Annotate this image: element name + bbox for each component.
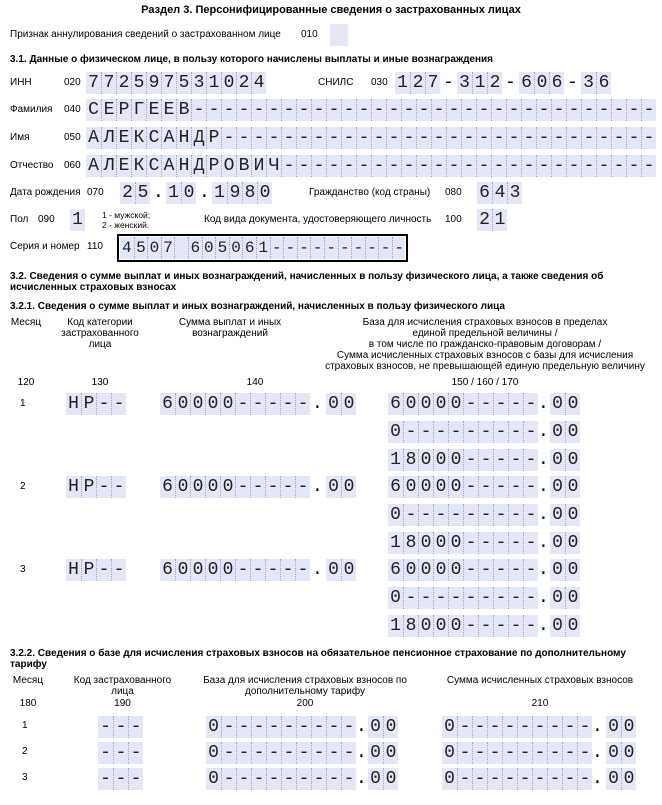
- row-month-2: 2: [20, 481, 26, 492]
- row-b2-dot-1: .: [538, 422, 549, 442]
- row-b3-dot-3: .: [538, 616, 549, 636]
- last-name-label: Фамилия: [10, 104, 53, 115]
- s321-col-130: 130: [91, 377, 109, 388]
- doc-type-code: 100: [445, 214, 462, 225]
- s322-row-month-2: 2: [22, 746, 28, 757]
- series-number-field[interactable]: 4 5 0 7 6 0 5 0 6 1 - - - - - - - - - -: [121, 239, 404, 257]
- row-b1-dot-3: .: [538, 560, 549, 580]
- snils-dash-3: -: [567, 73, 578, 93]
- row-b3-field-1[interactable]: 1 8 0 0 0 - - - - -: [388, 449, 538, 471]
- s322-row-code-field-1[interactable]: - - -: [98, 716, 143, 738]
- s322-row-code-field-3[interactable]: - - -: [98, 768, 143, 790]
- snils-dash-1: -: [443, 73, 454, 93]
- inn-code: 020: [64, 77, 81, 88]
- first-name-label: Имя: [10, 132, 30, 143]
- s322-row-base-field-3[interactable]: 0 - - - - - - - - -: [206, 768, 356, 790]
- s322-row-sum-dot-2: .: [592, 743, 603, 763]
- s321-h-month: Месяц: [10, 317, 42, 328]
- row-sum-field-1[interactable]: 6 0 0 0 0 - - - - -: [160, 393, 310, 415]
- cancel-field[interactable]: [330, 24, 348, 46]
- row-sum-kop-2[interactable]: 0 0: [326, 476, 356, 498]
- s322-row-base-kop-1[interactable]: 0 0: [368, 716, 398, 738]
- s32-title-1: 3.2. Сведения о сумме выплат и иных вознаграждений, начисленных в пользу физического лица, а также сведения об: [10, 271, 604, 282]
- citizenship-label: Гражданство (код страны): [309, 187, 431, 198]
- inn-label: ИНН: [10, 77, 32, 88]
- citizenship-code: 080: [445, 187, 462, 198]
- row-sum-dot-2: .: [312, 477, 323, 497]
- s321-h-sum-2: вознаграждений: [192, 328, 268, 339]
- snils-field-1[interactable]: 1 2 7: [395, 72, 440, 94]
- snils-field-4[interactable]: 3 6: [581, 72, 611, 94]
- s321-h-base-5: страховых взносов, не превышающей единую предельную величину: [325, 361, 645, 372]
- s322-h-month: Месяц: [12, 675, 44, 686]
- s322-row-base-dot-3: .: [356, 769, 367, 789]
- row-cat-field-2[interactable]: Н Р - -: [66, 476, 126, 498]
- row-month-1: 1: [20, 398, 26, 409]
- first-name-code: 050: [64, 132, 81, 143]
- s322-row-base-dot-2: .: [356, 743, 367, 763]
- inn-field[interactable]: 7 7 2 5 9 7 5 3 1 0 2 4: [86, 72, 266, 94]
- s322-h-base-1: База для исчисления страховых взносов по: [203, 675, 407, 686]
- cancel-code: 010: [301, 29, 318, 40]
- row-b3-kop-2[interactable]: 0 0: [550, 532, 580, 554]
- row-sum-field-3[interactable]: 6 0 0 0 0 - - - - -: [160, 559, 310, 581]
- row-b1-field-1[interactable]: 6 0 0 0 0 - - - - -: [388, 393, 538, 415]
- row-b1-kop-2[interactable]: 0 0: [550, 476, 580, 498]
- series-code: 110: [87, 241, 103, 252]
- row-b3-kop-1[interactable]: 0 0: [550, 449, 580, 471]
- s321-title: 3.2.1. Сведения о сумме выплат и иных вознаграждений, начисленных в пользу физического лица: [10, 301, 505, 312]
- snils-field-2[interactable]: 3 1 2: [457, 72, 502, 94]
- s322-col-210: 210: [531, 698, 549, 709]
- row-b2-field-3[interactable]: 0 - - - - - - - - -: [388, 587, 538, 609]
- s322-row-base-field-1[interactable]: 0 - - - - - - - - -: [206, 716, 356, 738]
- sex-label: Пол: [10, 214, 29, 225]
- row-b3-kop-3[interactable]: 0 0: [550, 615, 580, 637]
- row-b1-dot-2: .: [538, 477, 549, 497]
- row-b1-kop-1[interactable]: 0 0: [550, 393, 580, 415]
- s322-row-base-kop-3[interactable]: 0 0: [368, 768, 398, 790]
- row-sum-field-2[interactable]: 6 0 0 0 0 - - - - -: [160, 476, 310, 498]
- cancel-label: Признак аннулирования сведений о застрахованном лице: [10, 29, 281, 40]
- row-sum-dot-3: .: [312, 560, 323, 580]
- row-b2-kop-2[interactable]: 0 0: [550, 504, 580, 526]
- s322-row-sum-field-1[interactable]: 0 - - - - - - - - -: [442, 716, 592, 738]
- middle-name-code: 060: [64, 160, 81, 171]
- s321-col-120: 120: [17, 377, 35, 388]
- s322-row-sum-kop-2[interactable]: 0 0: [606, 742, 636, 764]
- doc-type-label: Код вида документа, удостоверяющего личность: [204, 214, 432, 225]
- row-b2-kop-1[interactable]: 0 0: [550, 421, 580, 443]
- s321-h-base-2: единой предельной величины /: [412, 328, 558, 339]
- row-b2-dot-3: .: [538, 588, 549, 608]
- row-b2-field-1[interactable]: 0 - - - - - - - - -: [388, 421, 538, 443]
- section-title: Раздел 3. Персонифицированные сведения о застрахованных лицах: [141, 4, 521, 16]
- s321-col-140: 140: [246, 377, 264, 388]
- dob-year-field[interactable]: 1 9 8 0: [212, 182, 272, 204]
- row-b1-dot-1: .: [538, 394, 549, 414]
- s322-h-code-1: Код застрахованного: [73, 675, 172, 686]
- s322-h-code-2: лица: [111, 686, 134, 697]
- row-b3-dot-2: .: [538, 533, 549, 553]
- row-cat-field-1[interactable]: Н Р - -: [66, 393, 126, 415]
- s321-h-cat-3: лица: [88, 339, 112, 350]
- sex-code: 090: [38, 214, 55, 225]
- sex-note-2: 2 - женский.: [102, 220, 150, 230]
- s32-title-2: исчисленных страховых взносах: [10, 282, 177, 293]
- row-b1-field-2[interactable]: 6 0 0 0 0 - - - - -: [388, 476, 538, 498]
- snils-dash-2: -: [505, 73, 516, 93]
- row-b2-field-2[interactable]: 0 - - - - - - - - -: [388, 504, 538, 526]
- s322-row-month-1: 1: [22, 720, 28, 731]
- row-sum-kop-1[interactable]: 0 0: [326, 393, 356, 415]
- s322-row-sum-dot-3: .: [592, 769, 603, 789]
- s322-row-base-field-2[interactable]: 0 - - - - - - - - -: [206, 742, 356, 764]
- s322-row-sum-field-3[interactable]: 0 - - - - - - - - -: [442, 768, 592, 790]
- middle-name-label: Отчество: [10, 160, 54, 171]
- dob-dot-1: .: [153, 183, 164, 203]
- s322-col-200: 200: [296, 698, 314, 709]
- s321-h-cat-2: застрахованного: [61, 328, 139, 339]
- first-name-field[interactable]: А Л Е К С А Н Д Р - - - - - - - - - - - - - - - - - - - - - - - - - - - - -: [86, 127, 656, 149]
- s322-row-sum-dot-1: .: [592, 717, 603, 737]
- citizenship-field[interactable]: 6 4 3: [477, 182, 522, 204]
- s322-row-code-field-2[interactable]: - - -: [98, 742, 143, 764]
- s321-h-base-4: Сумма исчисленных страховых взносов с базы для исчисления: [336, 350, 634, 361]
- row-b1-kop-3[interactable]: 0 0: [550, 559, 580, 581]
- last-name-code: 040: [64, 104, 81, 115]
- s322-h-base-2: дополнительному тарифу: [245, 686, 365, 697]
- s321-h-base-1: База для исчисления страховых взносов в пределах: [362, 317, 608, 328]
- snils-label: СНИЛС: [318, 77, 354, 88]
- sex-note-1: 1 - мужской;: [102, 210, 151, 220]
- dob-label: Дата рождения: [10, 187, 81, 198]
- s322-col-190: 190: [114, 698, 131, 709]
- series-label: Серия и номер: [10, 241, 80, 252]
- dob-month-field[interactable]: 1 0: [166, 182, 196, 204]
- sex-field[interactable]: 1: [70, 209, 85, 231]
- s322-row-month-3: 3: [22, 772, 28, 783]
- row-sum-kop-3[interactable]: 0 0: [326, 559, 356, 581]
- s322-row-sum-field-2[interactable]: 0 - - - - - - - - -: [442, 742, 592, 764]
- s322-title-2: тарифу: [10, 659, 47, 670]
- s321-col-150: 150 / 160 / 170: [451, 377, 519, 388]
- row-cat-field-3[interactable]: Н Р - -: [66, 559, 126, 581]
- snils-code: 030: [371, 77, 388, 88]
- row-sum-dot-1: .: [312, 394, 323, 414]
- dob-dot-2: .: [199, 183, 210, 203]
- row-b3-field-2[interactable]: 1 8 0 0 0 - - - - -: [388, 532, 538, 554]
- snils-field-3[interactable]: 6 0 6: [519, 72, 564, 94]
- last-name-field[interactable]: С Е Р Г Е Е В - - - - - - - - - - - - - - - - - - - - - - - - - - - - - - -: [86, 99, 656, 121]
- s322-row-sum-kop-1[interactable]: 0 0: [606, 716, 636, 738]
- row-b1-field-3[interactable]: 6 0 0 0 0 - - - - -: [388, 559, 538, 581]
- dob-day-field[interactable]: 2 5: [120, 182, 150, 204]
- row-b3-dot-1: .: [538, 450, 549, 470]
- s322-title-1: 3.2.2. Сведения о базе для исчисления страховых взносов на обязательное пенсионное страхование по дополнительному: [10, 648, 626, 659]
- s321-h-cat-1: Код категории: [67, 317, 133, 328]
- dob-code: 070: [87, 187, 104, 198]
- s321-h-base-3: в том числе по гражданско-правовым договорам /: [368, 339, 602, 350]
- s322-row-base-dot-1: .: [356, 717, 367, 737]
- s322-row-base-kop-2[interactable]: 0 0: [368, 742, 398, 764]
- s321-h-sum-1: Сумма выплат и иных: [178, 317, 282, 328]
- s322-col-180: 180: [19, 698, 37, 709]
- doc-type-field[interactable]: 2 1: [477, 209, 507, 231]
- s322-row-sum-kop-3[interactable]: 0 0: [606, 768, 636, 790]
- s322-h-sum: Сумма исчисленных страховых взносов: [446, 675, 634, 686]
- row-b3-field-3[interactable]: 1 8 0 0 0 - - - - -: [388, 615, 538, 637]
- row-month-3: 3: [20, 564, 26, 575]
- row-b2-kop-3[interactable]: 0 0: [550, 587, 580, 609]
- middle-name-field[interactable]: А Л Е К С А Н Д Р О В И Ч - - - - - - - - - - - - - - - - - - - - - - - - -: [86, 155, 656, 177]
- s31-title: 3.1. Данные о физическом лице, в пользу которого начислены выплаты и иные вознаграждения: [10, 54, 494, 65]
- row-b2-dot-2: .: [538, 505, 549, 525]
